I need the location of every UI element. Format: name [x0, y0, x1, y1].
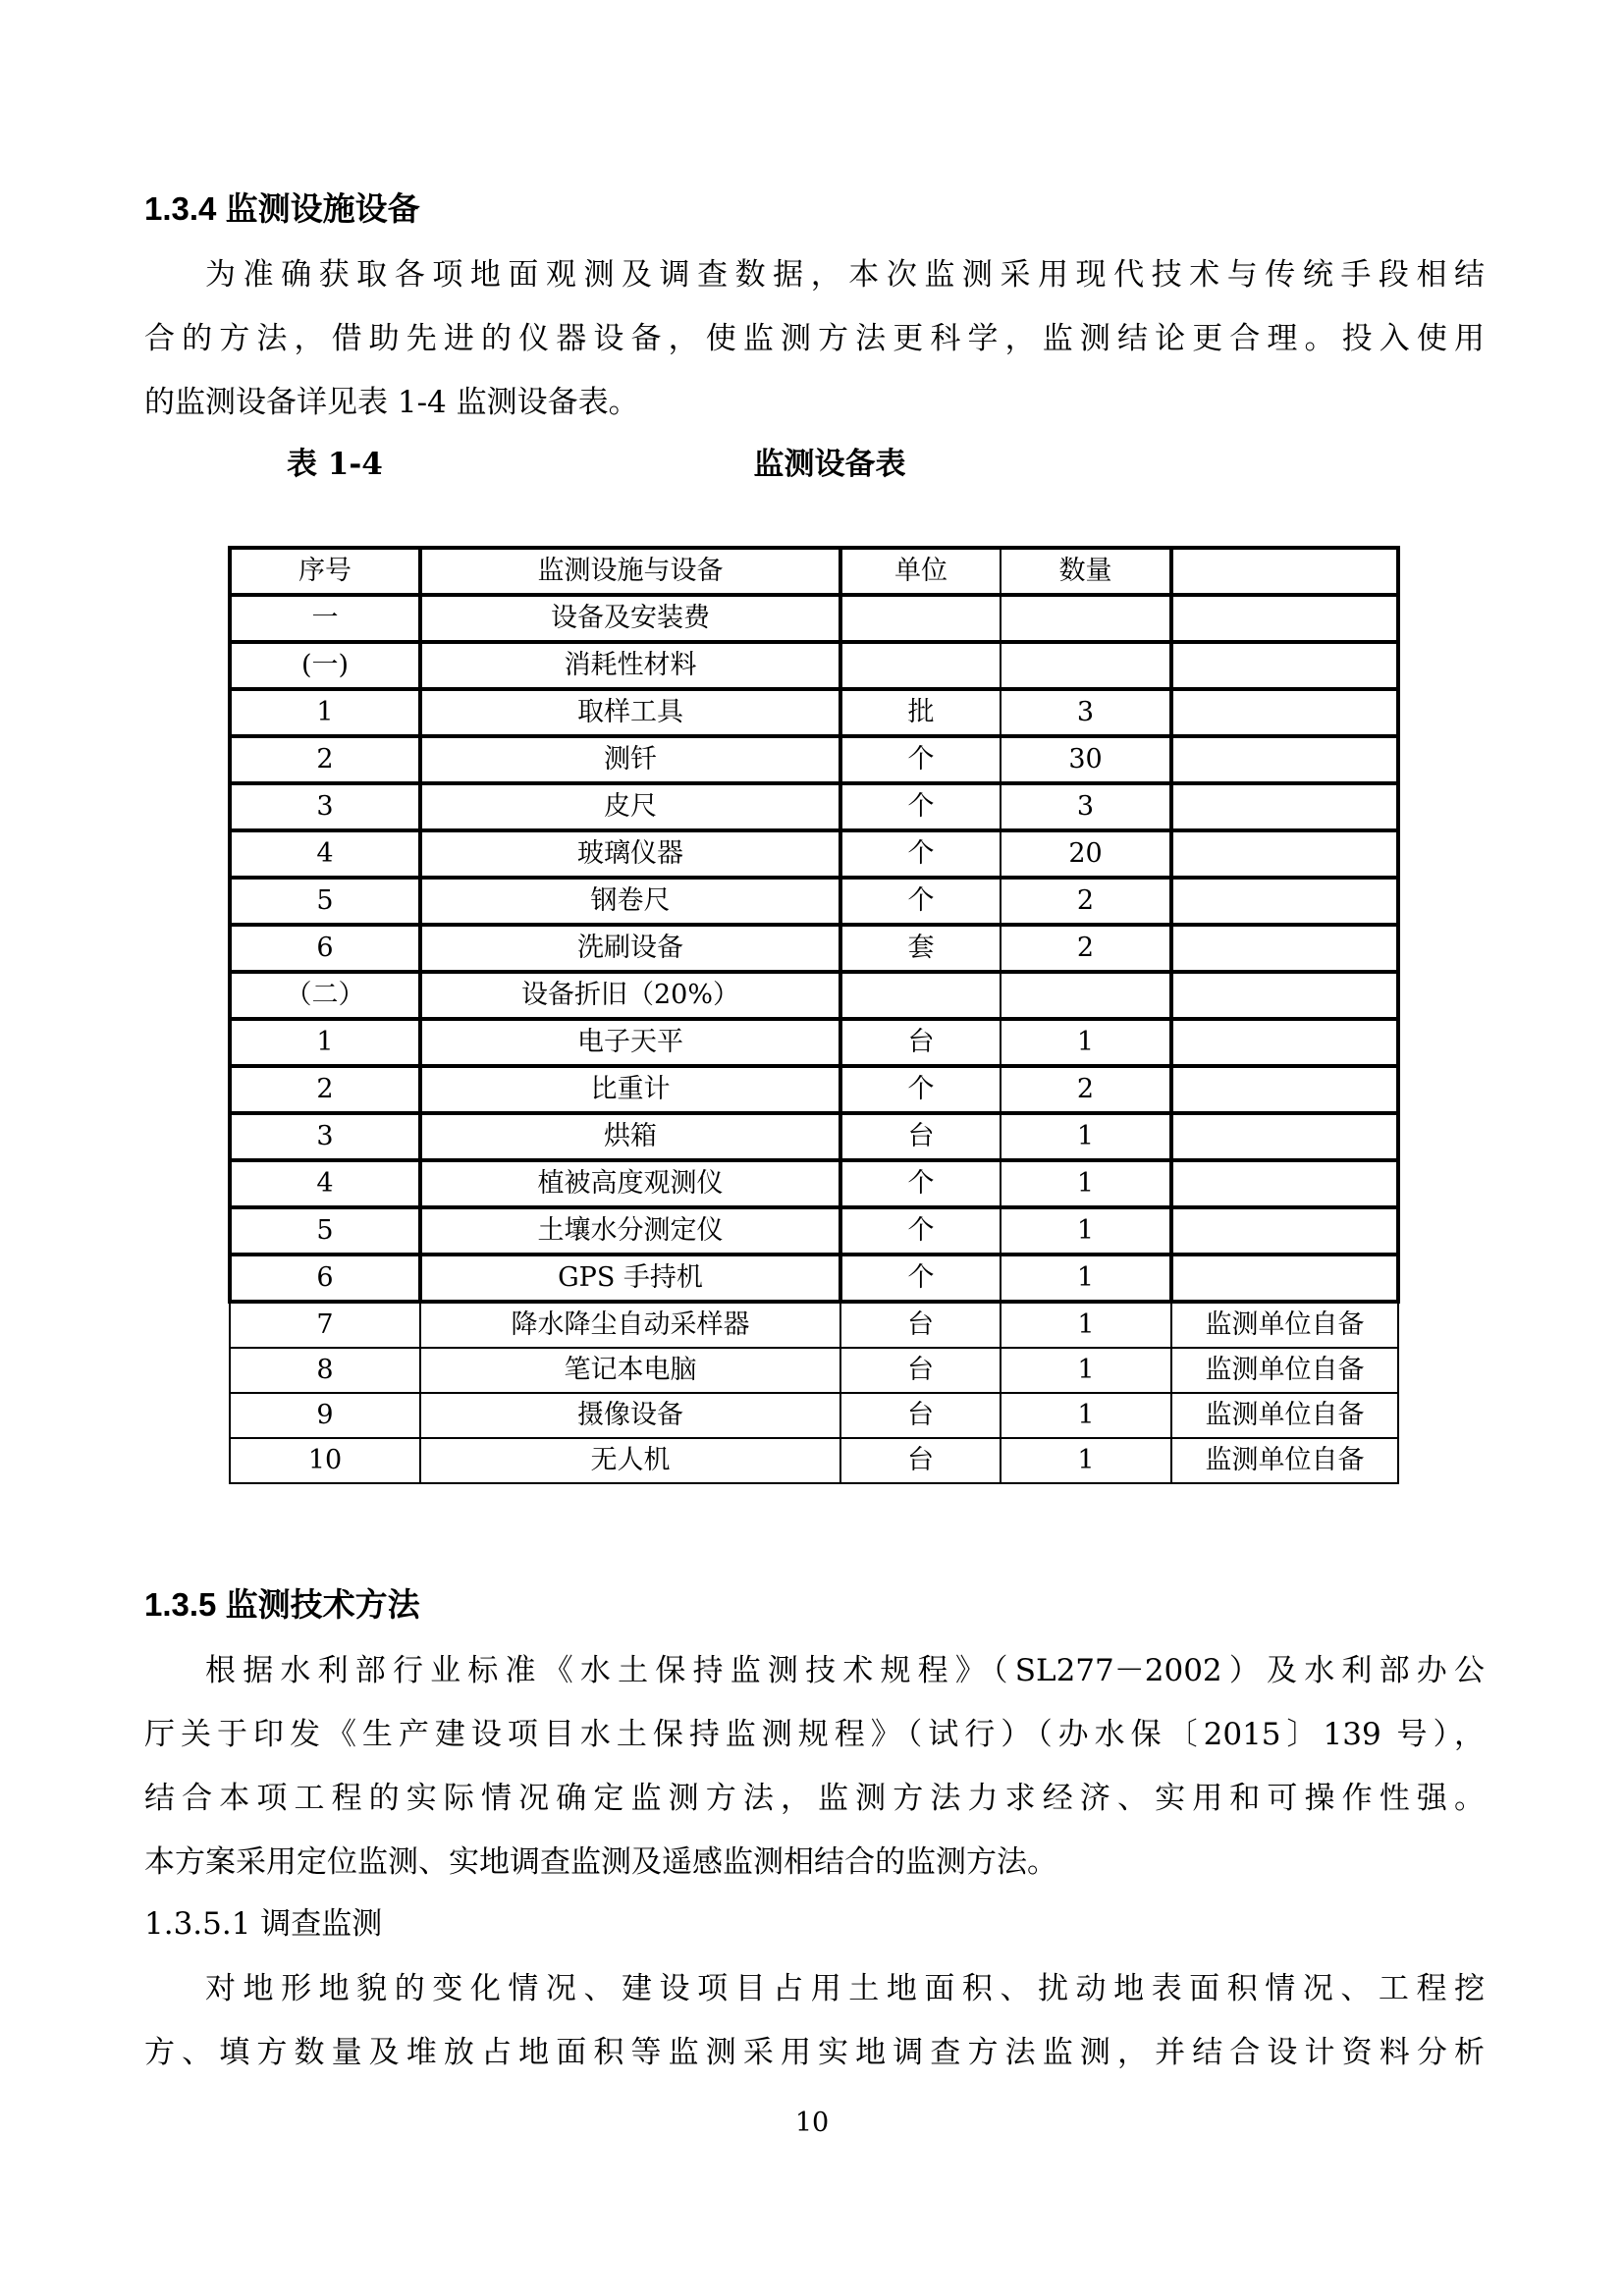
- table-cell: [1001, 595, 1171, 642]
- table-cell: 6: [230, 1255, 420, 1302]
- table-cell: 6: [230, 925, 420, 972]
- table-cell: [840, 972, 1001, 1019]
- table-cell: 台: [840, 1113, 1001, 1160]
- table-row: [230, 1348, 1398, 1393]
- table-cell: 监测单位自备: [1171, 1348, 1398, 1393]
- equipment-table: [228, 546, 1400, 1484]
- paragraph-135: [144, 1639, 1485, 1895]
- table-caption-title: 监测设备表: [753, 447, 906, 482]
- table-cell: 个: [840, 878, 1001, 925]
- paragraph-134: [144, 243, 1485, 435]
- table-row: [230, 595, 1398, 642]
- table-cell: 套: [840, 925, 1001, 972]
- table-cell: [1171, 1255, 1398, 1302]
- table-header-cell: 数量: [1001, 548, 1171, 595]
- paragraph-line: 合的方法，借助先进的仪器设备，使监测方法更科学，监测结论更合理。投入使用: [144, 321, 1485, 356]
- equipment-table-body: [230, 548, 1398, 1483]
- paragraph-line: 根据水利部行业标准《水土保持监测技术规程》（SL277－2002）及水利部办公: [205, 1653, 1485, 1688]
- table-cell: 监测单位自备: [1171, 1393, 1398, 1438]
- table-cell: 20: [1001, 830, 1171, 878]
- table-cell: 台: [840, 1393, 1001, 1438]
- paragraph-1351: [144, 1957, 1485, 2085]
- table-cell: [1171, 878, 1398, 925]
- table-cell: (一): [230, 642, 420, 689]
- table-cell: 消耗性材料: [420, 642, 840, 689]
- table-cell: [840, 595, 1001, 642]
- table-header-cell: 单位: [840, 548, 1001, 595]
- table-cell: 个: [840, 1255, 1001, 1302]
- paragraph-line: 厅关于印发《生产建设项目水土保持监测规程》（试行）（办水保〔2015〕139 号），: [144, 1717, 1485, 1752]
- table-row: [230, 736, 1398, 783]
- table-row: [230, 1113, 1398, 1160]
- paragraph-line: 的监测设备详见表 1-4 监测设备表。: [144, 385, 639, 420]
- table-cell: 一: [230, 595, 420, 642]
- table-row: [230, 925, 1398, 972]
- table-cell: [840, 642, 1001, 689]
- table-row: [230, 1438, 1398, 1483]
- table-cell: 2: [1001, 1066, 1171, 1113]
- table-cell: 3: [1001, 689, 1171, 736]
- table-caption-label: 表 1-4: [287, 447, 383, 482]
- table-cell: [1171, 1019, 1398, 1066]
- table-cell: [1001, 642, 1171, 689]
- table-cell: GPS 手持机: [420, 1255, 840, 1302]
- table-cell: 取样工具: [420, 689, 840, 736]
- table-cell: 洗刷设备: [420, 925, 840, 972]
- table-row: [230, 972, 1398, 1019]
- table-cell: [1171, 642, 1398, 689]
- table-cell: 7: [230, 1302, 420, 1348]
- table-cell: [1171, 595, 1398, 642]
- table-cell: 1: [1001, 1113, 1171, 1160]
- table-row: [230, 1160, 1398, 1207]
- table-cell: 钢卷尺: [420, 878, 840, 925]
- table-cell: 1: [1001, 1019, 1171, 1066]
- table-cell: 无人机: [420, 1438, 840, 1483]
- table-cell: 玻璃仪器: [420, 830, 840, 878]
- table-cell: 30: [1001, 736, 1171, 783]
- table-cell: 1: [1001, 1160, 1171, 1207]
- table-caption: [144, 441, 1485, 488]
- table-cell: 5: [230, 1207, 420, 1255]
- paragraph-line: 为准确获取各项地面观测及调查数据，本次监测采用现代技术与传统手段相结: [205, 257, 1485, 293]
- table-cell: 笔记本电脑: [420, 1348, 840, 1393]
- table-header-cell: 序号: [230, 548, 420, 595]
- table-cell: 台: [840, 1348, 1001, 1393]
- table-cell: 降水降尘自动采样器: [420, 1302, 840, 1348]
- table-cell: 1: [230, 1019, 420, 1066]
- subsection-heading-1351: 1.3.5.1 调查监测: [144, 1906, 383, 1942]
- table-cell: 个: [840, 736, 1001, 783]
- table-cell: 个: [840, 1207, 1001, 1255]
- table-header-cell: [1171, 548, 1398, 595]
- table-cell: （二）: [230, 972, 420, 1019]
- table-cell: 台: [840, 1302, 1001, 1348]
- table-cell: 植被高度观测仪: [420, 1160, 840, 1207]
- table-cell: 1: [1001, 1302, 1171, 1348]
- table-cell: 2: [1001, 925, 1171, 972]
- table-cell: 2: [230, 736, 420, 783]
- table-cell: 3: [230, 1113, 420, 1160]
- table-cell: [1171, 972, 1398, 1019]
- table-cell: 8: [230, 1348, 420, 1393]
- table-cell: [1171, 1160, 1398, 1207]
- table-cell: [1171, 736, 1398, 783]
- table-row: [230, 878, 1398, 925]
- table-cell: 设备及安装费: [420, 595, 840, 642]
- table-cell: [1171, 1066, 1398, 1113]
- table-row: [230, 1066, 1398, 1113]
- table-cell: 土壤水分测定仪: [420, 1207, 840, 1255]
- table-cell: 1: [1001, 1255, 1171, 1302]
- section-heading-135: 1.3.5 监测技术方法: [144, 1586, 420, 1623]
- page-content: [144, 0, 1485, 2085]
- table-cell: 皮尺: [420, 783, 840, 830]
- table-cell: 1: [1001, 1438, 1171, 1483]
- table-cell: 3: [230, 783, 420, 830]
- table-row: [230, 1302, 1398, 1348]
- table-cell: 台: [840, 1019, 1001, 1066]
- table-cell: 比重计: [420, 1066, 840, 1113]
- table-cell: 个: [840, 783, 1001, 830]
- table-cell: 1: [1001, 1207, 1171, 1255]
- table-cell: 台: [840, 1438, 1001, 1483]
- table-cell: 4: [230, 1160, 420, 1207]
- table-cell: [1171, 783, 1398, 830]
- table-cell: 监测单位自备: [1171, 1438, 1398, 1483]
- paragraph-line: 本方案采用定位监测、实地调查监测及遥感监测相结合的监测方法。: [144, 1844, 1057, 1880]
- table-row: [230, 1019, 1398, 1066]
- table-cell: 个: [840, 1066, 1001, 1113]
- table-cell: 3: [1001, 783, 1171, 830]
- table-cell: 测钎: [420, 736, 840, 783]
- table-row: [230, 830, 1398, 878]
- page-number: 10: [794, 2108, 830, 2138]
- table-cell: 监测单位自备: [1171, 1302, 1398, 1348]
- paragraph-line: 方、填方数量及堆放占地面积等监测采用实地调查方法监测，并结合设计资料分析: [144, 2035, 1485, 2070]
- table-row: [230, 783, 1398, 830]
- section-heading-134: 1.3.4 监测设施设备: [144, 190, 420, 227]
- table-cell: [1171, 1113, 1398, 1160]
- table-cell: [1001, 972, 1171, 1019]
- table-cell: 2: [1001, 878, 1171, 925]
- table-cell: 1: [1001, 1348, 1171, 1393]
- table-cell: 个: [840, 830, 1001, 878]
- table-cell: 9: [230, 1393, 420, 1438]
- table-row: [230, 1255, 1398, 1302]
- table-cell: 10: [230, 1438, 420, 1483]
- table-cell: [1171, 1207, 1398, 1255]
- table-cell: [1171, 830, 1398, 878]
- table-row: [230, 1207, 1398, 1255]
- table-cell: 烘箱: [420, 1113, 840, 1160]
- table-cell: [1171, 689, 1398, 736]
- table-header-row: [230, 548, 1398, 595]
- paragraph-line: 结合本项工程的实际情况确定监测方法，监测方法力求经济、实用和可操作性强。: [144, 1781, 1485, 1816]
- table-cell: 电子天平: [420, 1019, 840, 1066]
- table-cell: 个: [840, 1160, 1001, 1207]
- table-cell: 摄像设备: [420, 1393, 840, 1438]
- table-cell: 批: [840, 689, 1001, 736]
- table-row: [230, 1393, 1398, 1438]
- table-cell: 2: [230, 1066, 420, 1113]
- table-cell: 4: [230, 830, 420, 878]
- table-cell: 5: [230, 878, 420, 925]
- table-row: [230, 689, 1398, 736]
- table-cell: 设备折旧（20%）: [420, 972, 840, 1019]
- table-header-cell: 监测设施与设备: [420, 548, 840, 595]
- table-row: [230, 642, 1398, 689]
- table-cell: 1: [1001, 1393, 1171, 1438]
- table-cell: [1171, 925, 1398, 972]
- paragraph-line: 对地形地貌的变化情况、建设项目占用土地面积、扰动地表面积情况、工程挖: [205, 1971, 1485, 2006]
- table-cell: 1: [230, 689, 420, 736]
